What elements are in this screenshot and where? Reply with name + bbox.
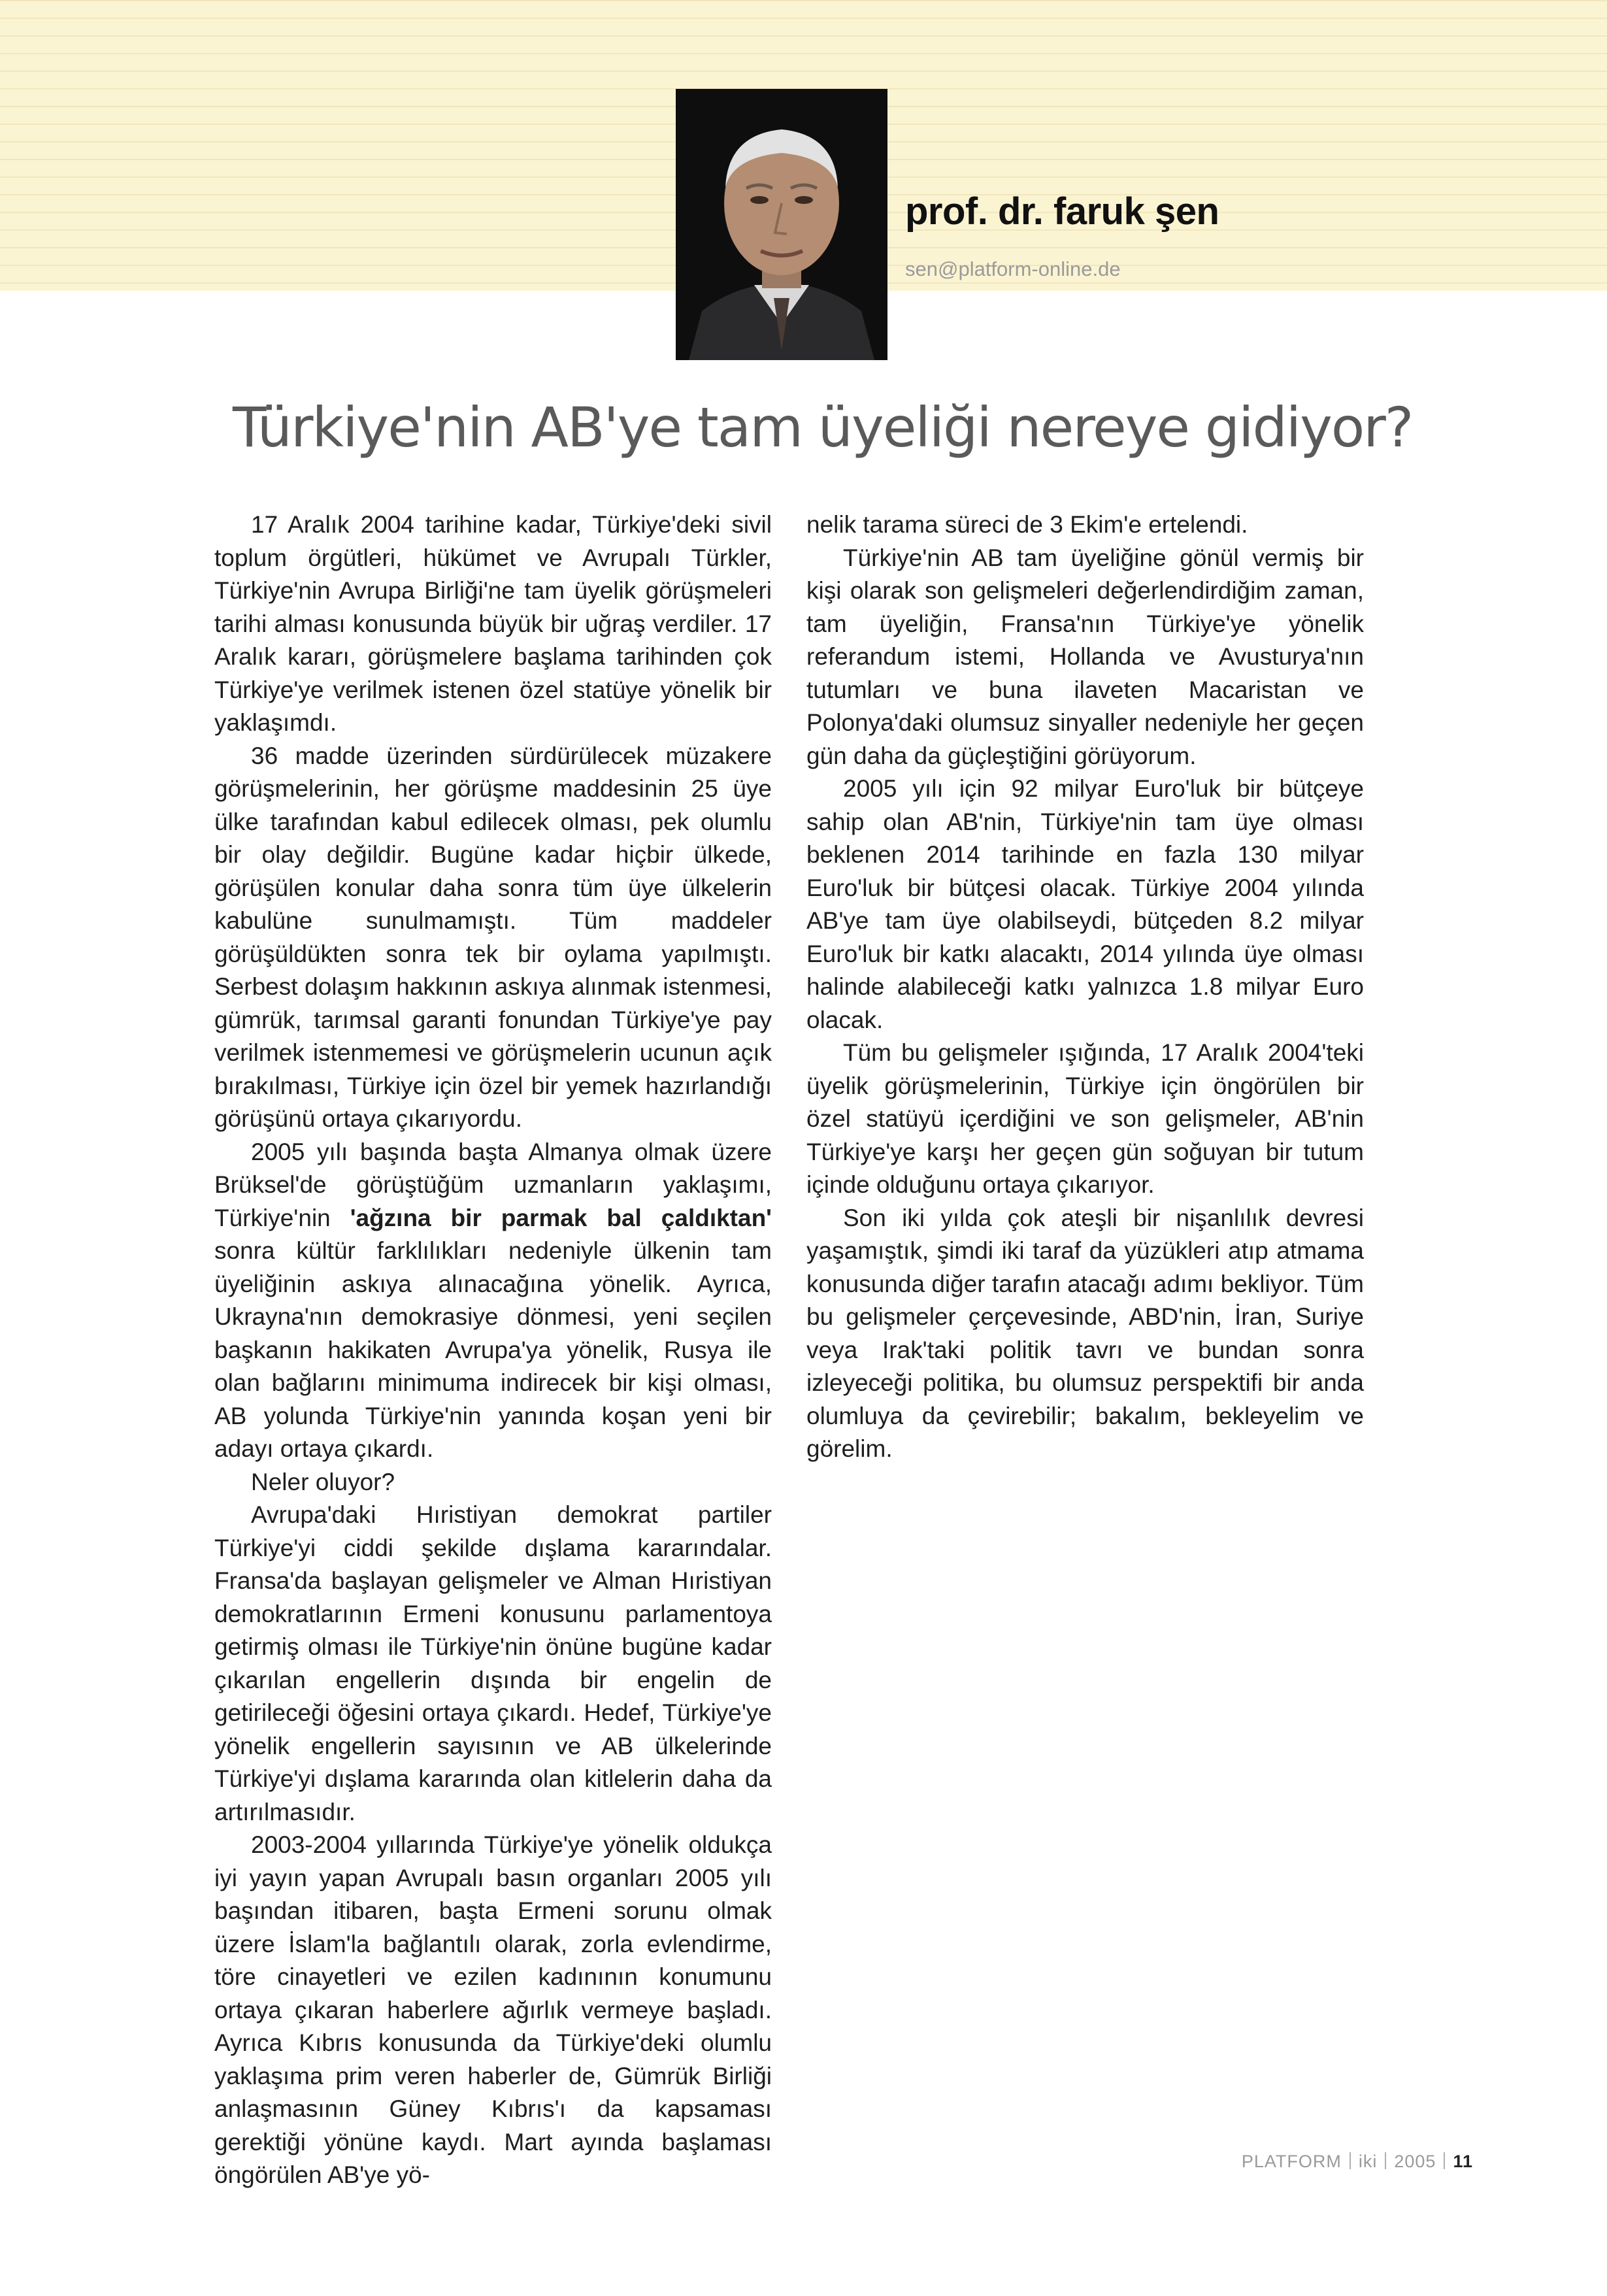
article-column-left <box>214 508 772 2192</box>
section-subheading: Neler oluyor? <box>251 1468 395 1495</box>
paragraph <box>214 1136 772 1466</box>
footer-divider <box>1444 2152 1445 2169</box>
paragraph-text: sonra kültür farklılıkları nedeniyle ülkenin tam üyeliğinin askıya alınacağına yönelik. Ayrıca, Ukrayna'nın demokrasiye dönmesi, yeni seçilen başkanın hakikaten Avrupa'ya yönelik, Rusya ile olan bağlarını minimuma indirecek bir kişi olması, AB yolunda Türkiye'nin yanında koşan yeni bir adayı ortaya çıkardı. <box>214 1237 772 1462</box>
paragraph: Avrupa'daki Hıristiyan demokrat partiler Türkiye'yi ciddi şekilde dışlama kararındalar. Fransa'da başlayan gelişmeler ve Alman Hıristiyan demokratlarının Ermeni konusunu parlamentoya getirmiş olması ile Türkiye'nin önüne bugüne kadar çıkarılan engellerin dışında bir engelin de getirileceği öğesini ortaya çıkardı. Hedef, Türkiye'ye yönelik engellerin sayısının ve AB ülkelerinde Türkiye'yi dışlama kararında olan kitlelerin daha da artırılmasıdır. <box>214 1501 772 1825</box>
paragraph: 2005 yılı için 92 milyar Euro'luk bir bütçeye sahip olan AB'nin, Türkiye'nin tam üye olması beklenen 2014 tarihinde en fazla 130 milyar Euro'luk bir bütçesi olacak. Türkiye 2004 yılında AB'ye tam üye olabilseydi, bütçeden 8.2 milyar Euro'luk bir katkı alacaktı, 2014 yılında üye olması halinde alabileceği katkı yalnızca 1.8 milyar Euro olacak. <box>806 775 1364 1033</box>
paragraph-text: 2005 yılı başında başta Almanya olmak üzere Brüksel'de görüştüğüm uzmanların yaklaşımı, Türkiye'nin <box>214 1138 772 1231</box>
footer-issue: iki <box>1358 2152 1378 2171</box>
paragraph: Tüm bu gelişmeler ışığında, 17 Aralık 2004'teki üyelik görüşmelerinin, Türkiye için öngörülen bir özel statüyü içerdiğini ve son gelişmeler, AB'nin Türkiye'ye karşı her geçen gün soğuyan bir tutum içinde olduğunu ortaya çıkarıyor. <box>806 1039 1364 1198</box>
paragraph: Türkiye'nin AB tam üyeliğine gönül vermiş bir kişi olarak son gelişmeleri değerlendirdiğim zaman, tam üyeliğin, Fransa'nın Türkiye'ye yönelik referandum istemi, Hollanda ve Avusturya'nın tutumları ve buna ilaveten Macaristan ve Polonya'daki olumsuz sinyaller nedeniyle her geçen gün daha da güçleştiğini görüyorum. <box>806 544 1364 769</box>
bold-quote: 'ağzına bir parmak bal çaldıktan' <box>350 1204 772 1231</box>
article-headline: Türkiye'nin AB'ye tam üyeliği nereye gidiyor? <box>233 395 1413 459</box>
paragraph: 2003-2004 yıllarında Türkiye'ye yönelik oldukça iyi yayın yapan Avrupalı basın organları 2005 yılı başından itibaren, başta Ermeni sorunu olmak üzere İslam'la bağlantılı olarak, zorla evlendirme, töre cinayetleri ve ezilen kadınının konumunu ortaya çıkaran haberlere ağırlık vermeye başladı. Ayrıca Kıbrıs konusunda da Türkiye'deki olumlu yaklaşıma prim veren haberler de, Gümrük Birliği anlaşmasının Güney Kıbrıs'ı da kapsaması gerektiği yönüne kaydı. Mart ayında başlaması öngörülen AB'ye yö- <box>214 1831 772 2188</box>
page-number: 11 <box>1453 2152 1473 2171</box>
page-footer <box>1242 2152 1473 2172</box>
footer-divider <box>1350 2152 1351 2169</box>
author-portrait <box>676 89 887 360</box>
paragraph: 17 Aralık 2004 tarihine kadar, Türkiye'deki sivil toplum örgütleri, hükümet ve Avrupalı Türkler, Türkiye'nin Avrupa Birliği'ne tam üyelik görüşmeleri tarihi alması konusunda büyük bir uğraş verdiler. 17 Aralık kararı, görüşmelere başlama tarihinden çok Türkiye'ye verilmek istenen özel statüye yönelik bir yaklaşımdı. <box>214 511 772 736</box>
author-email[interactable]: sen@platform-online.de <box>905 258 1121 280</box>
paragraph: nelik tarama süreci de 3 Ekim'e ertelendi. <box>806 511 1248 538</box>
author-name: prof. dr. faruk şen <box>905 190 1219 233</box>
article-column-right <box>806 508 1364 1466</box>
footer-divider <box>1385 2152 1386 2169</box>
paragraph: Son iki yılda çok ateşli bir nişanlılık devresi yaşamıştık, şimdi iki taraf da yüzükleri atıp atmama konusunda diğer tarafın atacağı adımı bekliyor. Tüm bu gelişmeler çerçevesinde, ABD'nin, İran, Suriye veya Irak'taki politik tavrı ve bundan sonra izleyeceği politika, bu olumsuz perspektifi bir anda olumluya da çevirebilir; bakalım, bekleyelim ve görelim. <box>806 1204 1364 1462</box>
paragraph: 36 madde üzerinden sürdürülecek müzakere görüşmelerinin, her görüşme maddesinin 25 üye ülke tarafından kabul edilecek olması, pek olumlu bir olay değildir. Bugüne kadar hiçbir ülkede, görüşülen konular daha sonra tüm üye ülkelerin kabulüne sunulmamıştı. Tüm maddeler görüşüldükten sonra tek bir oylama yapılmıştı. Serbest dolaşım hakkının askıya alınmak istenmesi, gümrük, tarımsal garanti fonundan Türkiye'ye pay verilmek istenmemesi ve görüşmelerin ucunun açık bırakılması, Türkiye için özel bir yemek hazırlandığı görüşünü ortaya çıkarıyordu. <box>214 742 772 1132</box>
footer-year: 2005 <box>1394 2152 1436 2171</box>
footer-magazine: PLATFORM <box>1241 2152 1342 2171</box>
